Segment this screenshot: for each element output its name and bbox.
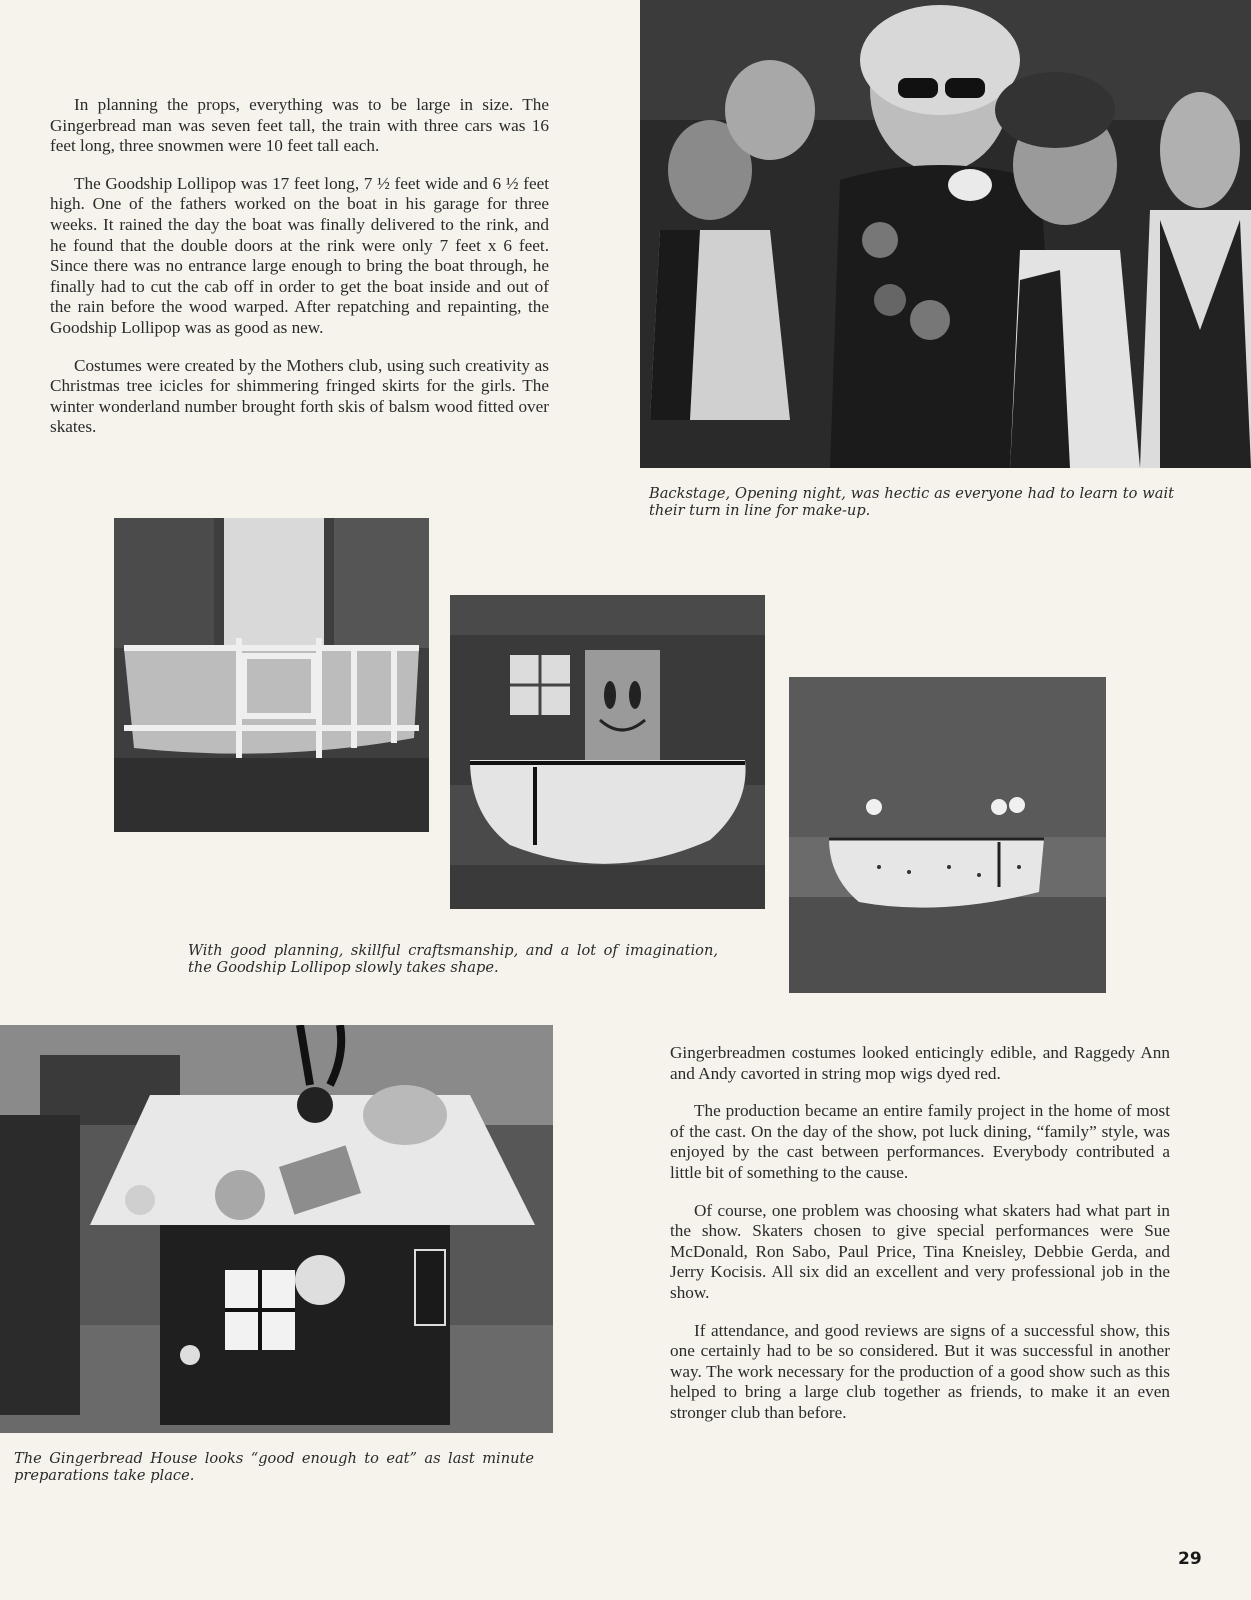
paragraph: If attendance, and good reviews are signs of a successful show, this one certainly had to be so considered. But it was successful in another way. The work necessary for the production of a good show such as this helped to bring a large club together as friends, to make it an even stronger club than before. — [670, 1320, 1170, 1422]
boat-finished-photo — [789, 677, 1106, 993]
paragraph: The Goodship Lollipop was 17 feet long, 7 ½ feet wide and 6 ½ feet high. One of the fathers worked on the boat in his garage for three weeks. It rained the day the boat was finally delivered to the rink, and he found that the double doors at the rink were only 7 feet x 6 feet. Since there was no entrance large enough to bring the boat through, he finally had to cut the cab off in order to get the boat inside and out of the rain before the wood warped. After repatching and repainting, the Goodship Lollipop was as good as new. — [50, 173, 549, 337]
backstage-makeup-photo — [640, 0, 1251, 468]
page-number: 29 — [1178, 1549, 1202, 1569]
paragraph: In planning the props, everything was to be large in size. The Gingerbread man was seven feet tall, the train with three cars was 16 feet long, three snowmen were 10 feet tall each. — [50, 95, 549, 156]
gingerbread-house-photo — [0, 1025, 553, 1433]
lollipop-caption: With good planning, skillful craftsmanship, and a lot of imagination, the Goodship Lollipop slowly takes shape. — [188, 942, 718, 976]
paragraph: Of course, one problem was choosing what skaters had what part in the show. Skaters chosen to give special performances were Sue McDonald, Ron Sabo, Paul Price, Tina Kneisley, Debbie Gerda, and Jerry Kocisis. All six did an excellent and very professional job in the show. — [670, 1200, 1170, 1302]
paragraph: Gingerbreadmen costumes looked enticingly edible, and Raggedy Ann and Andy cavorted in string mop wigs dyed red. — [670, 1043, 1170, 1083]
left-text-column — [50, 95, 549, 455]
backstage-caption: Backstage, Opening night, was hectic as everyone had to learn to wait their turn in line for make-up. — [649, 485, 1174, 519]
boat-frame-photo — [114, 518, 429, 832]
gingerbread-caption: The Gingerbread House looks “good enough to eat” as last minute preparations take place. — [14, 1450, 534, 1484]
boat-painted-photo — [450, 595, 765, 909]
paragraph: Costumes were created by the Mothers club, using such creativity as Christmas tree icicles for shimmering fringed skirts for the girls. The winter wonderland number brought forth skis of balsm wood fitted over skates. — [50, 355, 549, 437]
paragraph: The production became an entire family project in the home of most of the cast. On the day of the show, pot luck dining, “family” style, was enjoyed by the cast between performances. Everybody contributed a little bit of something to the cause. — [670, 1101, 1170, 1182]
right-text-column — [670, 1043, 1170, 1441]
